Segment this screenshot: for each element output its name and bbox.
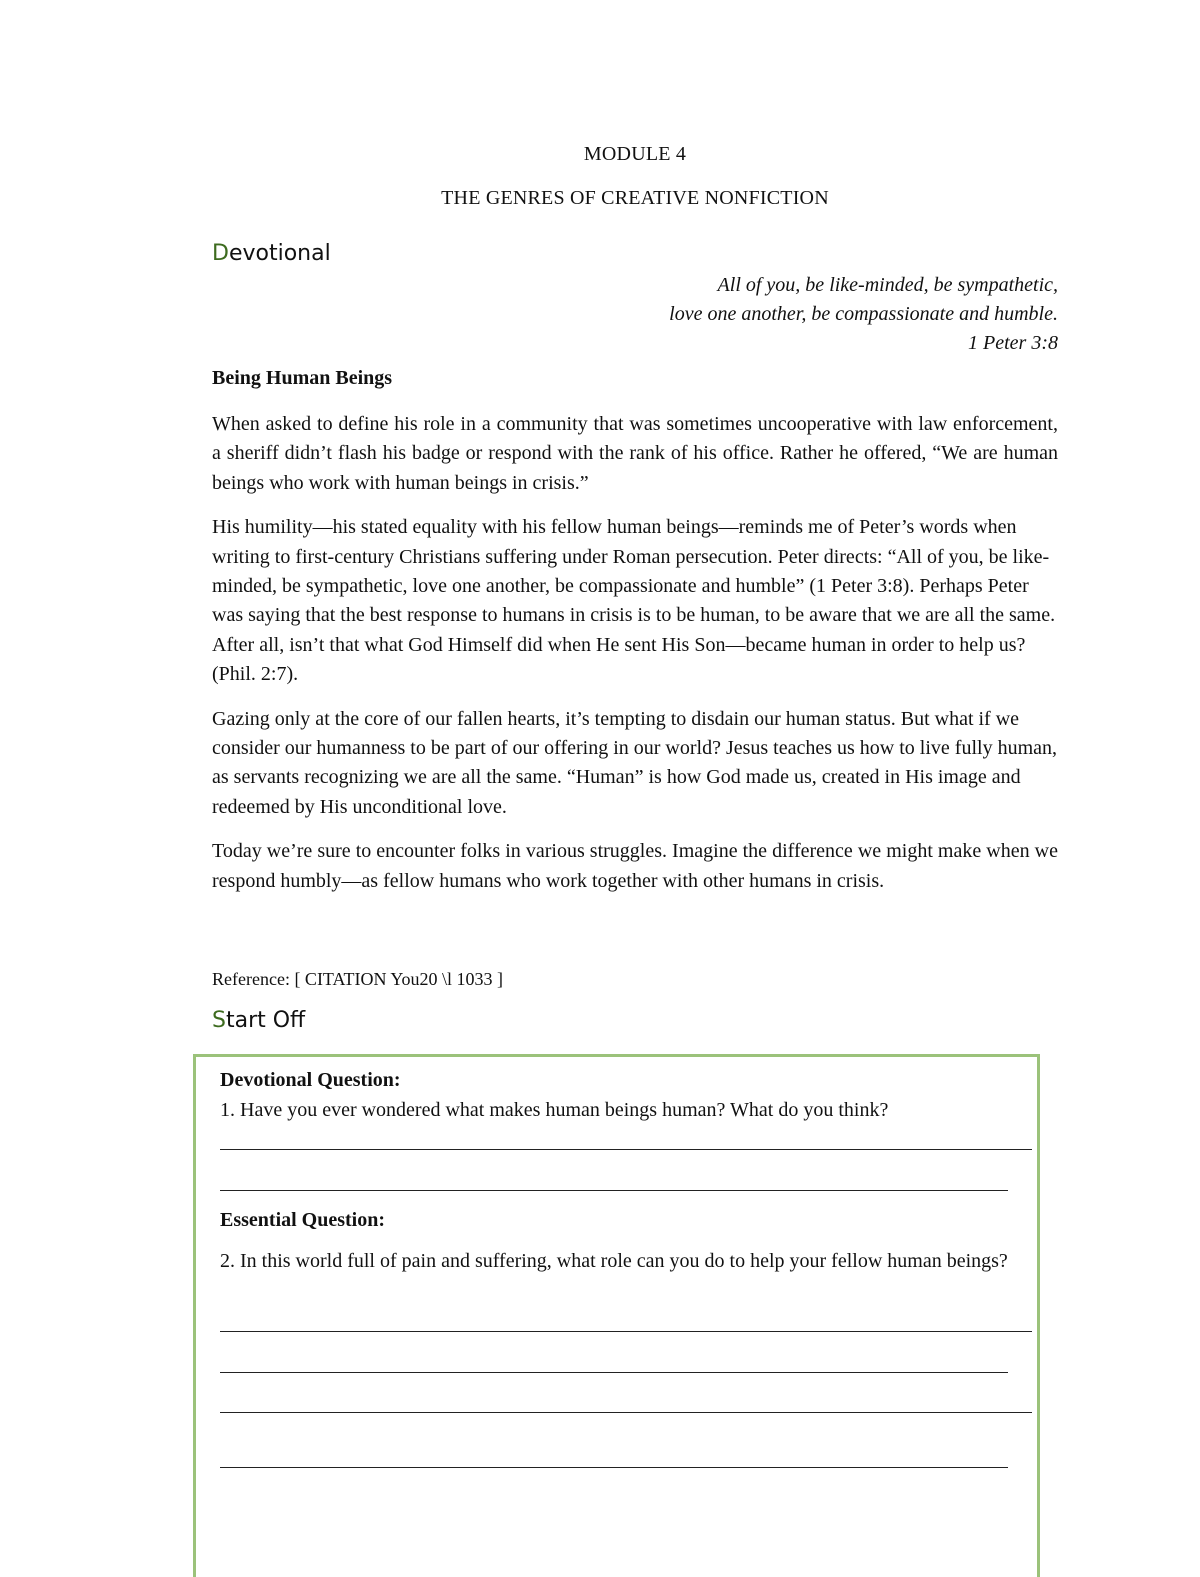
quote-line-2: love one another, be compassionate and humble. (669, 303, 1058, 325)
article-paragraph-4: Today we’re sure to encounter folks in various struggles. Imagine the difference we might make when we respond humbly—as fellow humans who work together with other humans in crisis. (212, 840, 1058, 892)
devotional-heading (212, 241, 331, 266)
scripture-quote (458, 271, 1058, 358)
article-paragraph-1: When asked to define his role in a community that was sometimes uncooperative with law enforcement, a sheriff didn’t flash his badge or respond with the rank of his office. Rather he offered, “We are human beings who work with human beings in crisis.” (212, 413, 1058, 494)
module-title: THE GENRES OF CREATIVE NONFICTION (441, 187, 829, 209)
devotional-heading-initial: D (212, 241, 229, 266)
essential-question-text: 2. In this world full of pain and suffering, what role can you do to help your fellow human beings? (220, 1250, 1008, 1272)
question-box (193, 1054, 1040, 1577)
article-title: Being Human Beings (212, 367, 393, 389)
start-off-heading-initial: S (212, 1008, 226, 1033)
essential-question-label: Essential Question: (220, 1209, 386, 1231)
answer-line-4[interactable] (220, 1372, 1008, 1373)
article-body (212, 410, 1058, 911)
answer-line-1[interactable] (220, 1149, 1032, 1150)
answer-line-6[interactable] (220, 1467, 1008, 1468)
start-off-heading (212, 1008, 305, 1033)
quote-citation: 1 Peter 3:8 (968, 332, 1058, 354)
answer-line-5[interactable] (220, 1412, 1032, 1413)
reference-citation: Reference: [ CITATION You20 \l 1033 ] (212, 969, 504, 989)
start-off-heading-rest: tart Off (225, 1008, 306, 1033)
quote-line-1: All of you, be like-minded, be sympathetic, (717, 274, 1058, 296)
article-paragraph-3: Gazing only at the core of our fallen hearts, it’s tempting to disdain our human status. But what if we consider our humanness to be part of our offering in our world? Jesus teaches us how to live fully human, as servants recognizing we are all the same. “Human” is how God made us, created in His image and redeemed by His unconditional love. (212, 707, 1057, 818)
devotional-question-label: Devotional Question: (220, 1069, 401, 1091)
answer-line-2[interactable] (220, 1190, 1008, 1191)
answer-line-3[interactable] (220, 1331, 1032, 1332)
article-paragraph-2: His humility—his stated equality with his fellow human beings—reminds me of Peter’s words when writing to first-century Christians suffering under Roman persecution. Peter directs: “All of you, be like-minded, be sympathetic, love one another, be compassionate and humble” (1 Peter 3:8). Perhaps Peter was saying that the best response to humans in crisis is to be human, to be aware that we are all the same. After all, isn’t that what God Himself did when He sent His Son—became human in order to help us? (Phil. 2:7). (212, 516, 1056, 686)
devotional-question-text: 1. Have you ever wondered what makes human beings human? What do you think? (220, 1099, 889, 1121)
devotional-heading-rest: evotional (228, 241, 331, 266)
module-number: MODULE 4 (583, 143, 687, 165)
